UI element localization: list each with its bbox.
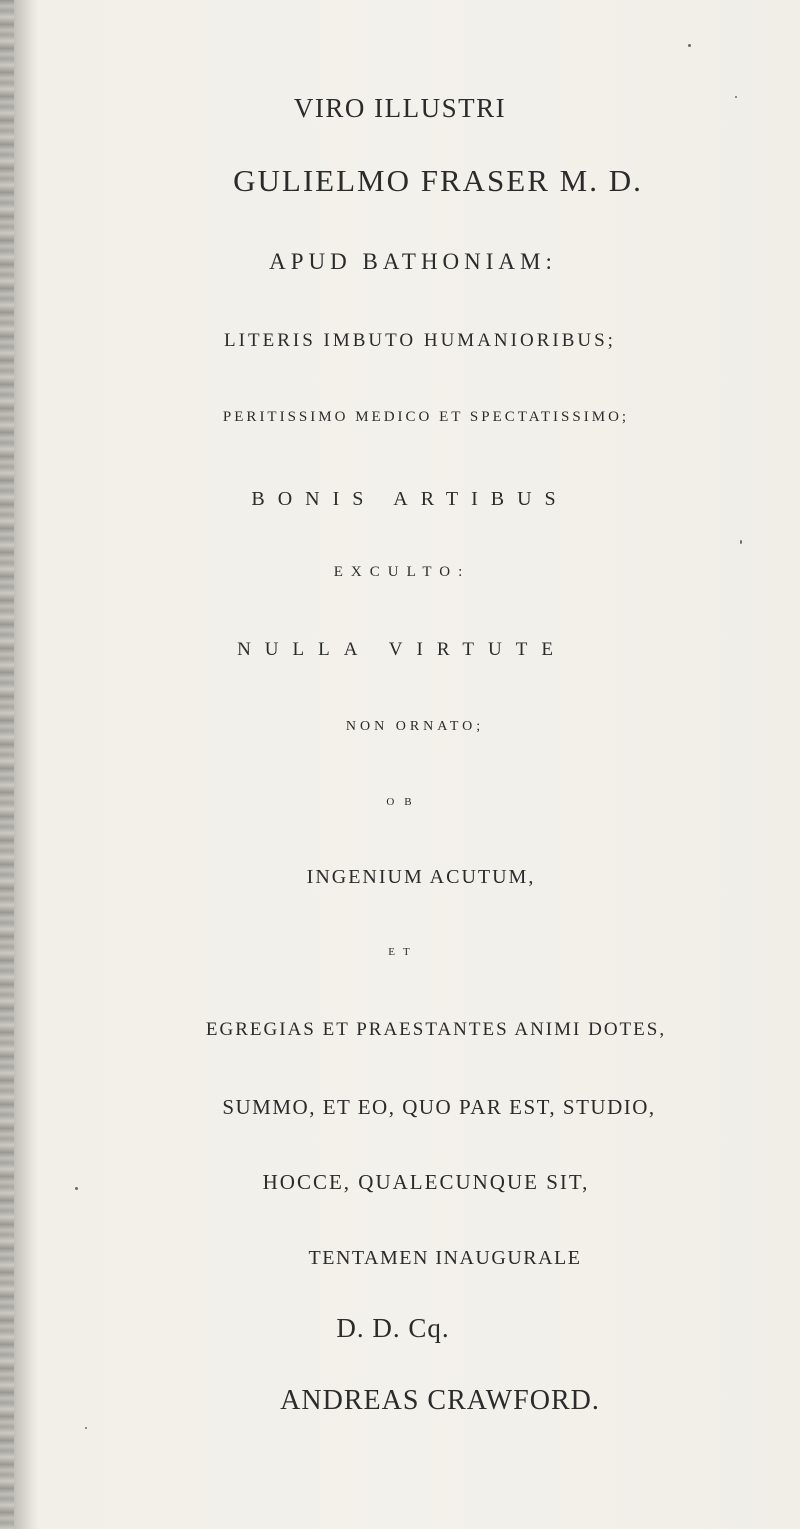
dedication-line-2: GULIELMO FRASER M. D.: [233, 163, 643, 198]
dedication-line-8: NULLA VIRTUTE: [237, 639, 567, 660]
dedication-line-5: PERITISSIMO MEDICO ET SPECTATISSIMO;: [222, 409, 630, 425]
dedication-line-15: HOCCE, QUALECUNQUE SIT,: [262, 1170, 590, 1194]
dedication-line-14: SUMMO, ET EO, QUO PAR EST, STUDIO,: [222, 1095, 656, 1119]
dedication-line-12: ET: [388, 946, 418, 958]
binding-gutter: [0, 0, 14, 1529]
dedication-line-6: BONIS ARTIBUS: [251, 488, 569, 510]
dedication-line-1: VIRO ILLUSTRI: [293, 93, 507, 123]
dedication-line-16: TENTAMEN INAUGURALE: [308, 1247, 582, 1269]
paper-speck: [85, 1427, 87, 1429]
paper-speck: [75, 1187, 78, 1190]
dedication-line-7: EXCULTO:: [333, 564, 471, 580]
dedication-line-11: INGENIUM ACUTUM,: [306, 866, 536, 888]
dedication-line-18: ANDREAS CRAWFORD.: [280, 1385, 600, 1416]
dedication-line-17: D. D. Cq.: [336, 1313, 450, 1343]
dedication-line-9: NON ORNATO;: [345, 719, 485, 734]
dedication-line-10: OB: [386, 796, 422, 808]
paper-speck: [735, 96, 737, 98]
dedication-line-4: LITERIS IMBUTO HUMANIORIBUS;: [224, 330, 616, 351]
dedication-line-3: APUD BATHONIAM:: [269, 249, 557, 274]
gutter-shadow: [14, 0, 38, 1529]
paper-speck: [740, 540, 742, 544]
dedication-line-13: EGREGIAS ET PRAESTANTES ANIMI DOTES,: [205, 1019, 667, 1040]
paper-speck: [688, 44, 691, 47]
